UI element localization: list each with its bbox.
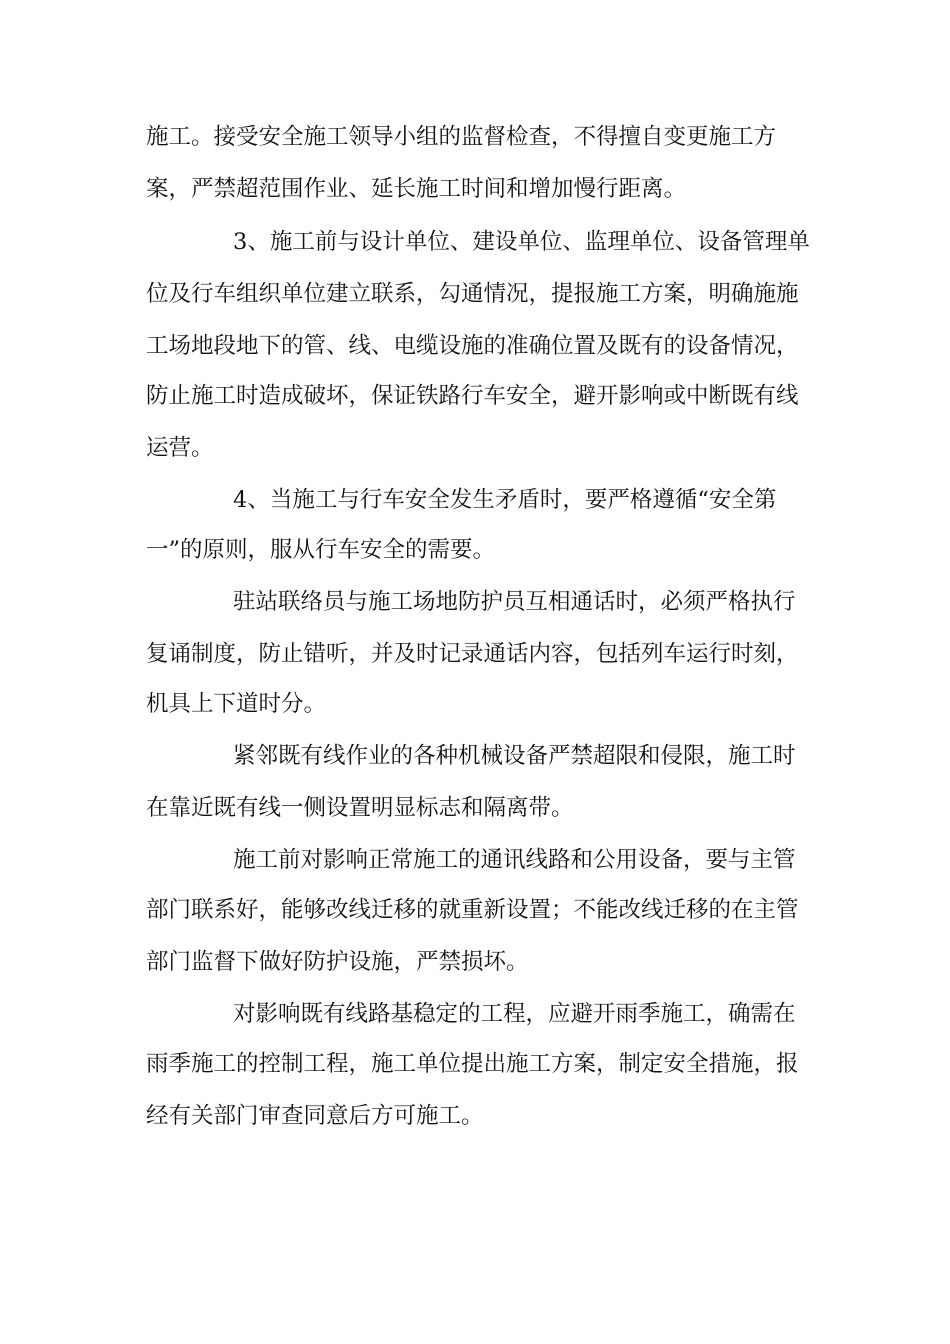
text-line: 位及行车组织单位建立联系，勾通情况，提报施工方案，明确施施 (146, 281, 799, 307)
text-line: 经有关部门审查同意后方可施工。 (146, 1103, 484, 1129)
text-line: 防止施工时造成破坏，保证铁路行车安全，避开影响或中断既有线 (146, 383, 799, 409)
text-line: 雨季施工的控制工程，施工单位提出施工方案，制定安全措施，报 (146, 1051, 799, 1077)
paragraph-first-line: 施工前对影响正常施工的通讯线路和公用设备，要与主管 (233, 847, 796, 873)
text-line: 在靠近既有线一侧设置明显标志和隔离带。 (146, 795, 574, 821)
paragraph-first-line: 对影响既有线路基稳定的工程，应避开雨季施工，确需在 (233, 1001, 796, 1027)
paragraph-first-line: 4、当施工与行车安全发生矛盾时，要严格遵循“安全第 (233, 487, 777, 513)
text-line: 案，严禁超范围作业、延长施工时间和增加慢行距离。 (146, 176, 687, 202)
text-line: 一”的原则，服从行车安全的需要。 (146, 537, 496, 563)
text-line: 运营。 (146, 435, 214, 461)
paragraph-first-line: 3、施工前与设计单位、建设单位、监理单位、设备管理单 (233, 229, 810, 255)
paragraph-first-line: 驻站联络员与施工场地防护员互相通话时，必须严格执行 (233, 589, 796, 615)
text-line: 机具上下道时分。 (146, 691, 327, 717)
text-line: 施工。接受安全施工领导小组的监督检查，不得擅自变更施工方 (146, 124, 777, 150)
text-line: 部门联系好，能够改线迁移的就重新设置；不能改线迁移的在主管 (146, 897, 799, 923)
text-line: 工场地段地下的管、线、电缆设施的准确位置及既有的设备情况， (146, 333, 799, 359)
paragraph-first-line: 紧邻既有线作业的各种机械设备严禁超限和侵限，施工时 (233, 743, 796, 769)
text-line: 部门监督下做好防护设施，严禁损坏。 (146, 949, 529, 975)
text-line: 复诵制度，防止错听，并及时记录通话内容，包括列车运行时刻， (146, 641, 799, 667)
